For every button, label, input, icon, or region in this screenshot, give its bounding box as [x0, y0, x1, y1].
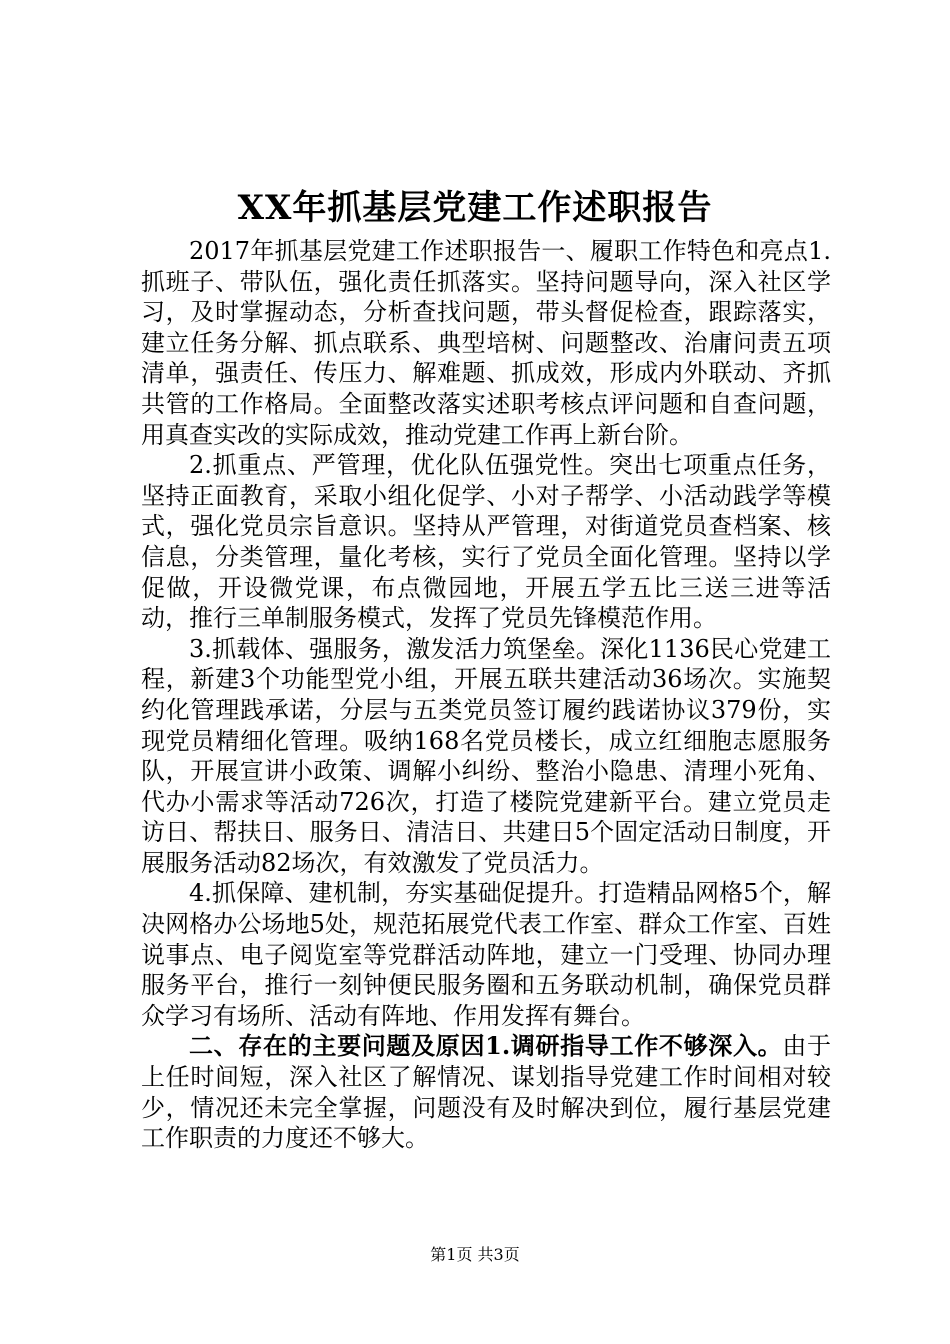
paragraph-1: 2017年抓基层党建工作述职报告一、履职工作特色和亮点1.抓班子、带队伍，强化责任抓落实。坚持问题导向，深入社区学习，及时掌握动态，分析查找问题，带头督促检查，跟踪落实，建立任务分解、抓点联系、典型培树、问题整改、治庸问责五项清单，强责任、传压力、解难题、抓成效，形成内外联动、齐抓共管的工作格局。全面整改落实述职考核点评问题和自查问题，用真查实改的实际成效，推动党建工作再上新台阶。	[141, 237, 831, 449]
section-text: 由于上任时间短，深入社区了解情况、谋划指导党建工作时间相对较少，情况还未完全掌握，问题没有及时解决到位，履行基层党建工作职责的力度还不够大。	[141, 1032, 832, 1153]
paragraph-5	[141, 1031, 831, 1153]
section-heading: 二、存在的主要问题及原因1.调研指导工作不够深入。	[189, 1031, 783, 1061]
page-footer: 第1页 共3页	[430, 1245, 520, 1264]
document-body	[141, 236, 831, 1154]
paragraph-2: 2.抓重点、严管理，优化队伍强党性。突出七项重点任务，坚持正面教育，采取小组化促学、小对子帮学、小活动践学等模式，强化党员宗旨意识。坚持从严管理，对街道党员查档案、核信息，分类管理，量化考核，实行了党员全面化管理。坚持以学促做，开设微党课，布点微园地，开展五学五比三送三进等活动，推行三单制服务模式，发挥了党员先锋模范作用。	[141, 451, 831, 633]
paragraph-3: 3.抓载体、强服务，激发活力筑堡垒。深化1136民心党建工程，新建3个功能型党小组，开展五联共建活动36场次。实施契约化管理践承诺，分层与五类党员签订履约践诺协议379份，实现党员精细化管理。吸纳168名党员楼长，成立红细胞志愿服务队，开展宣讲小政策、调解小纠纷、整治小隐患、清理小死角、代办小需求等活动726次，打造了楼院党建新平台。建立党员走访日、帮扶日、服务日、清洁日、共建日5个固定活动日制度，开展服务活动82场次，有效激发了党员活力。	[141, 634, 831, 877]
document-title: XX年抓基层党建工作述职报告	[237, 188, 713, 228]
paragraph-4: 4.抓保障、建机制，夯实基础促提升。打造精品网格5个，解决网格办公场地5处，规范拓展党代表工作室、群众工作室、百姓说事点、电子阅览室等党群活动阵地，建立一门受理、协同办理服务平台，推行一刻钟便民服务圈和五务联动机制，确保党员群众学习有场所、活动有阵地、作用发挥有舞台。	[141, 879, 831, 1030]
